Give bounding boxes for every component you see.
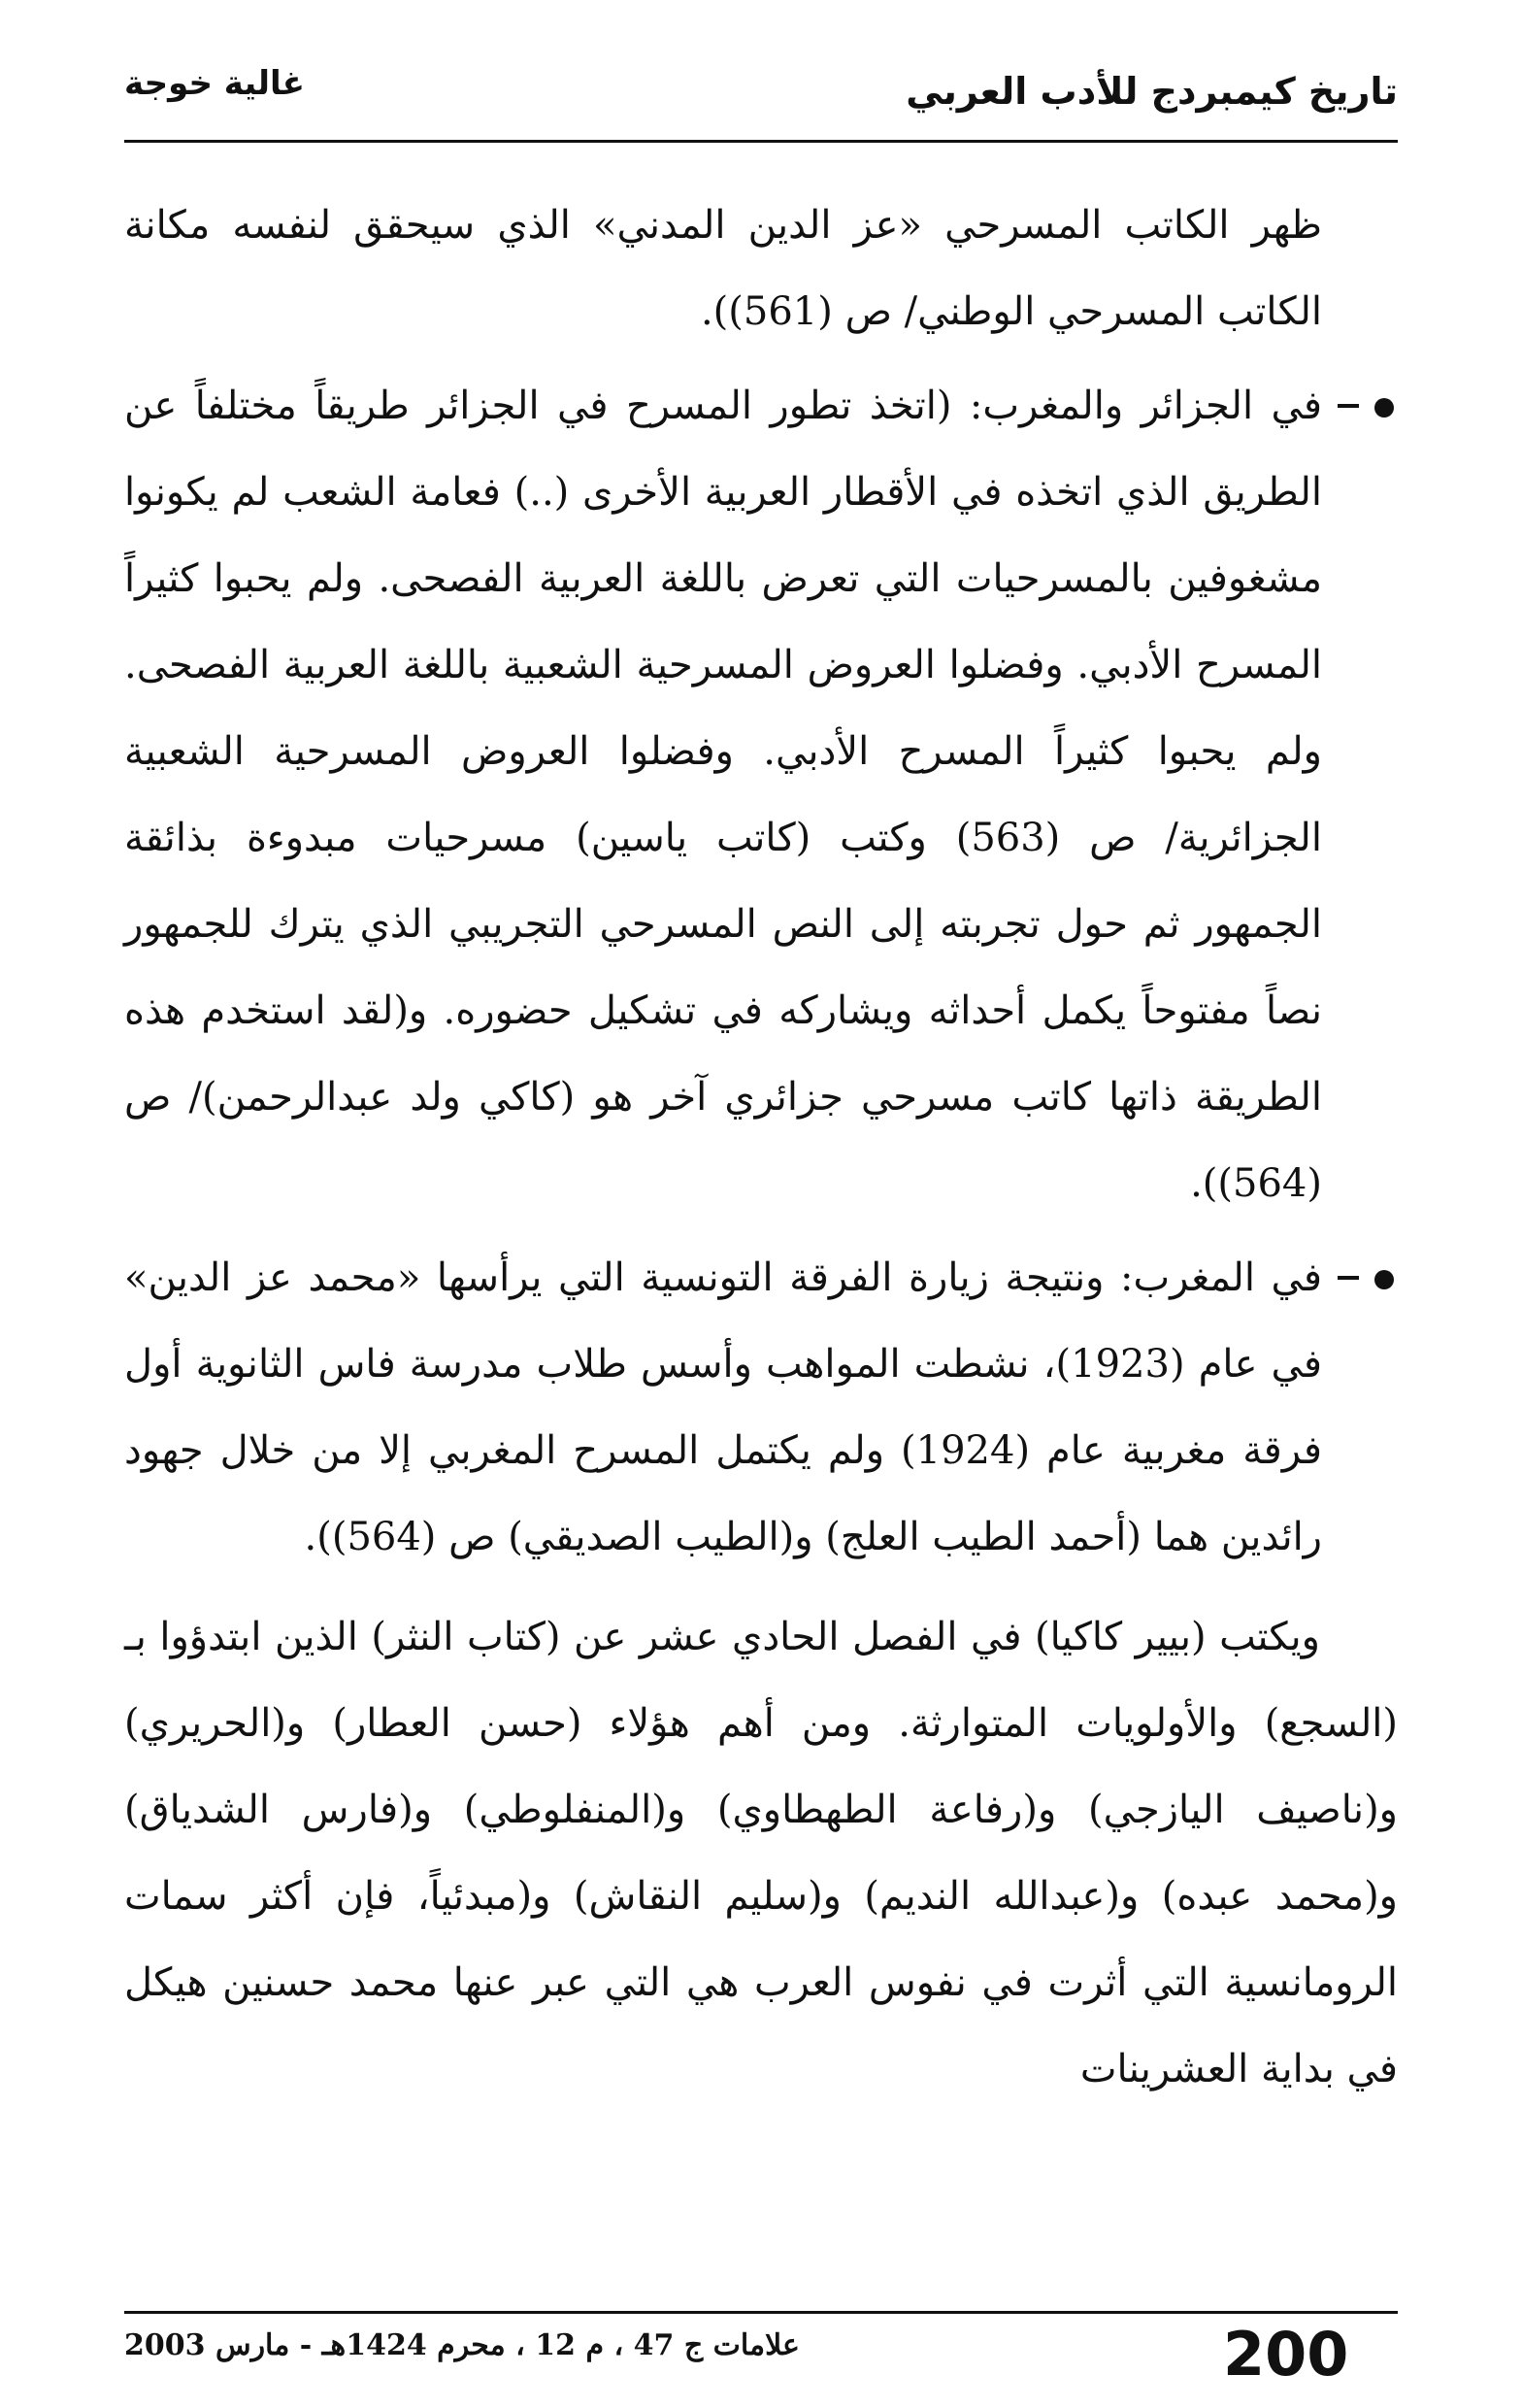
page-body (124, 183, 1398, 2113)
bullet-item-algeria-morocco (124, 363, 1398, 1227)
header-rule (124, 140, 1398, 143)
footer-rule (124, 2311, 1398, 2314)
bullet-marker (1330, 363, 1398, 450)
intro-paragraph: ظهر الكاتب المسرحي «عز الدين المدني» الذي سيحقق لنفسه مكانة الكاتب المسرحي الوطني/ ص (561)). (124, 203, 1322, 334)
bullet-dot-icon (1374, 1270, 1394, 1289)
running-title: تاريخ كيمبردج للأدب العربي (906, 70, 1398, 113)
bullet-text: في الجزائر والمغرب: (اتخذ تطور المسرح في الجزائر طريقاً مختلفاً عن الطريق الذي اتخذه في الأقطار العربية الأخرى (..) فعامة الشعب لم يكونوا مشغوفين بالمسرحيات التي تعرض باللغة العربية الفصحى. ولم يحبوا كثيراً المسرح الأدبي. وفضلوا العروض المسرحية الشعبية باللغة العربية الفصحى. ولم يحبوا كثيراً المسرح الأدبي. وفضلوا العروض المسرحية الشعبية الجزائرية/ ص (563) وكتب (كاتب ياسين) مسرحيات مبدوءة بذائقة الجمهور ثم حول تجربته إلى النص المسرحي التجريبي الذي يترك للجمهور نصاً مفتوحاً يكمل أحداثه ويشاركه في تشكيل حضوره. و(لقد استخدم هذه الطريقة ذاتها كاتب مسرحي جزائري آخر هو (كاكي ولد عبدالرحمن)/ ص (564)). (124, 384, 1322, 1206)
closing-paragraph: ويكتب (بيير كاكيا) في الفصل الحادي عشر عن (كتاب النثر) الذين ابتدؤوا بـ (السجع) والأولويات المتوارثة. ومن أهم هؤلاء (حسن العطار) و(الحريري) و(ناصيف اليازجي) و(رفاعة الطهطاوي) و(المنفلوطي) و(فارس الشدياق) و(محمد عبده) و(عبدالله النديم) و(سليم النقاش) و(مبدئياً، فإن أكثر سمات الرومانسية التي أثرت في نفوس العرب هي التي عبر عنها محمد حسنين هيكل في بداية العشرينات (124, 1615, 1398, 2091)
dash-icon (1338, 1276, 1359, 1280)
bullet-marker (1330, 1235, 1398, 1321)
page-number: 200 (1223, 2319, 1349, 2390)
running-author: غالية خوجة (124, 64, 306, 103)
bullet-item-morocco (124, 1235, 1398, 1581)
issue-info: علامات ج 47 ، م 12 ، محرم 1424هـ - مارس 2003 (124, 2328, 800, 2362)
dash-icon (1338, 404, 1359, 408)
bullet-dot-icon (1374, 398, 1394, 418)
page-header (124, 58, 1398, 146)
bullet-text: في المغرب: ونتيجة زيارة الفرقة التونسية التي يرأسها «محمد عز الدين» في عام (1923)، نشطت المواهب وأسس طلاب مدرسة فاس الثانوية أول فرقة مغربية عام (1924) ولم يكتمل المسرح المغربي إلا من خلال جهود رائدين هما (أحمد الطيب العلج) و(الطيب الصديقي) ص (564)). (124, 1255, 1322, 1559)
